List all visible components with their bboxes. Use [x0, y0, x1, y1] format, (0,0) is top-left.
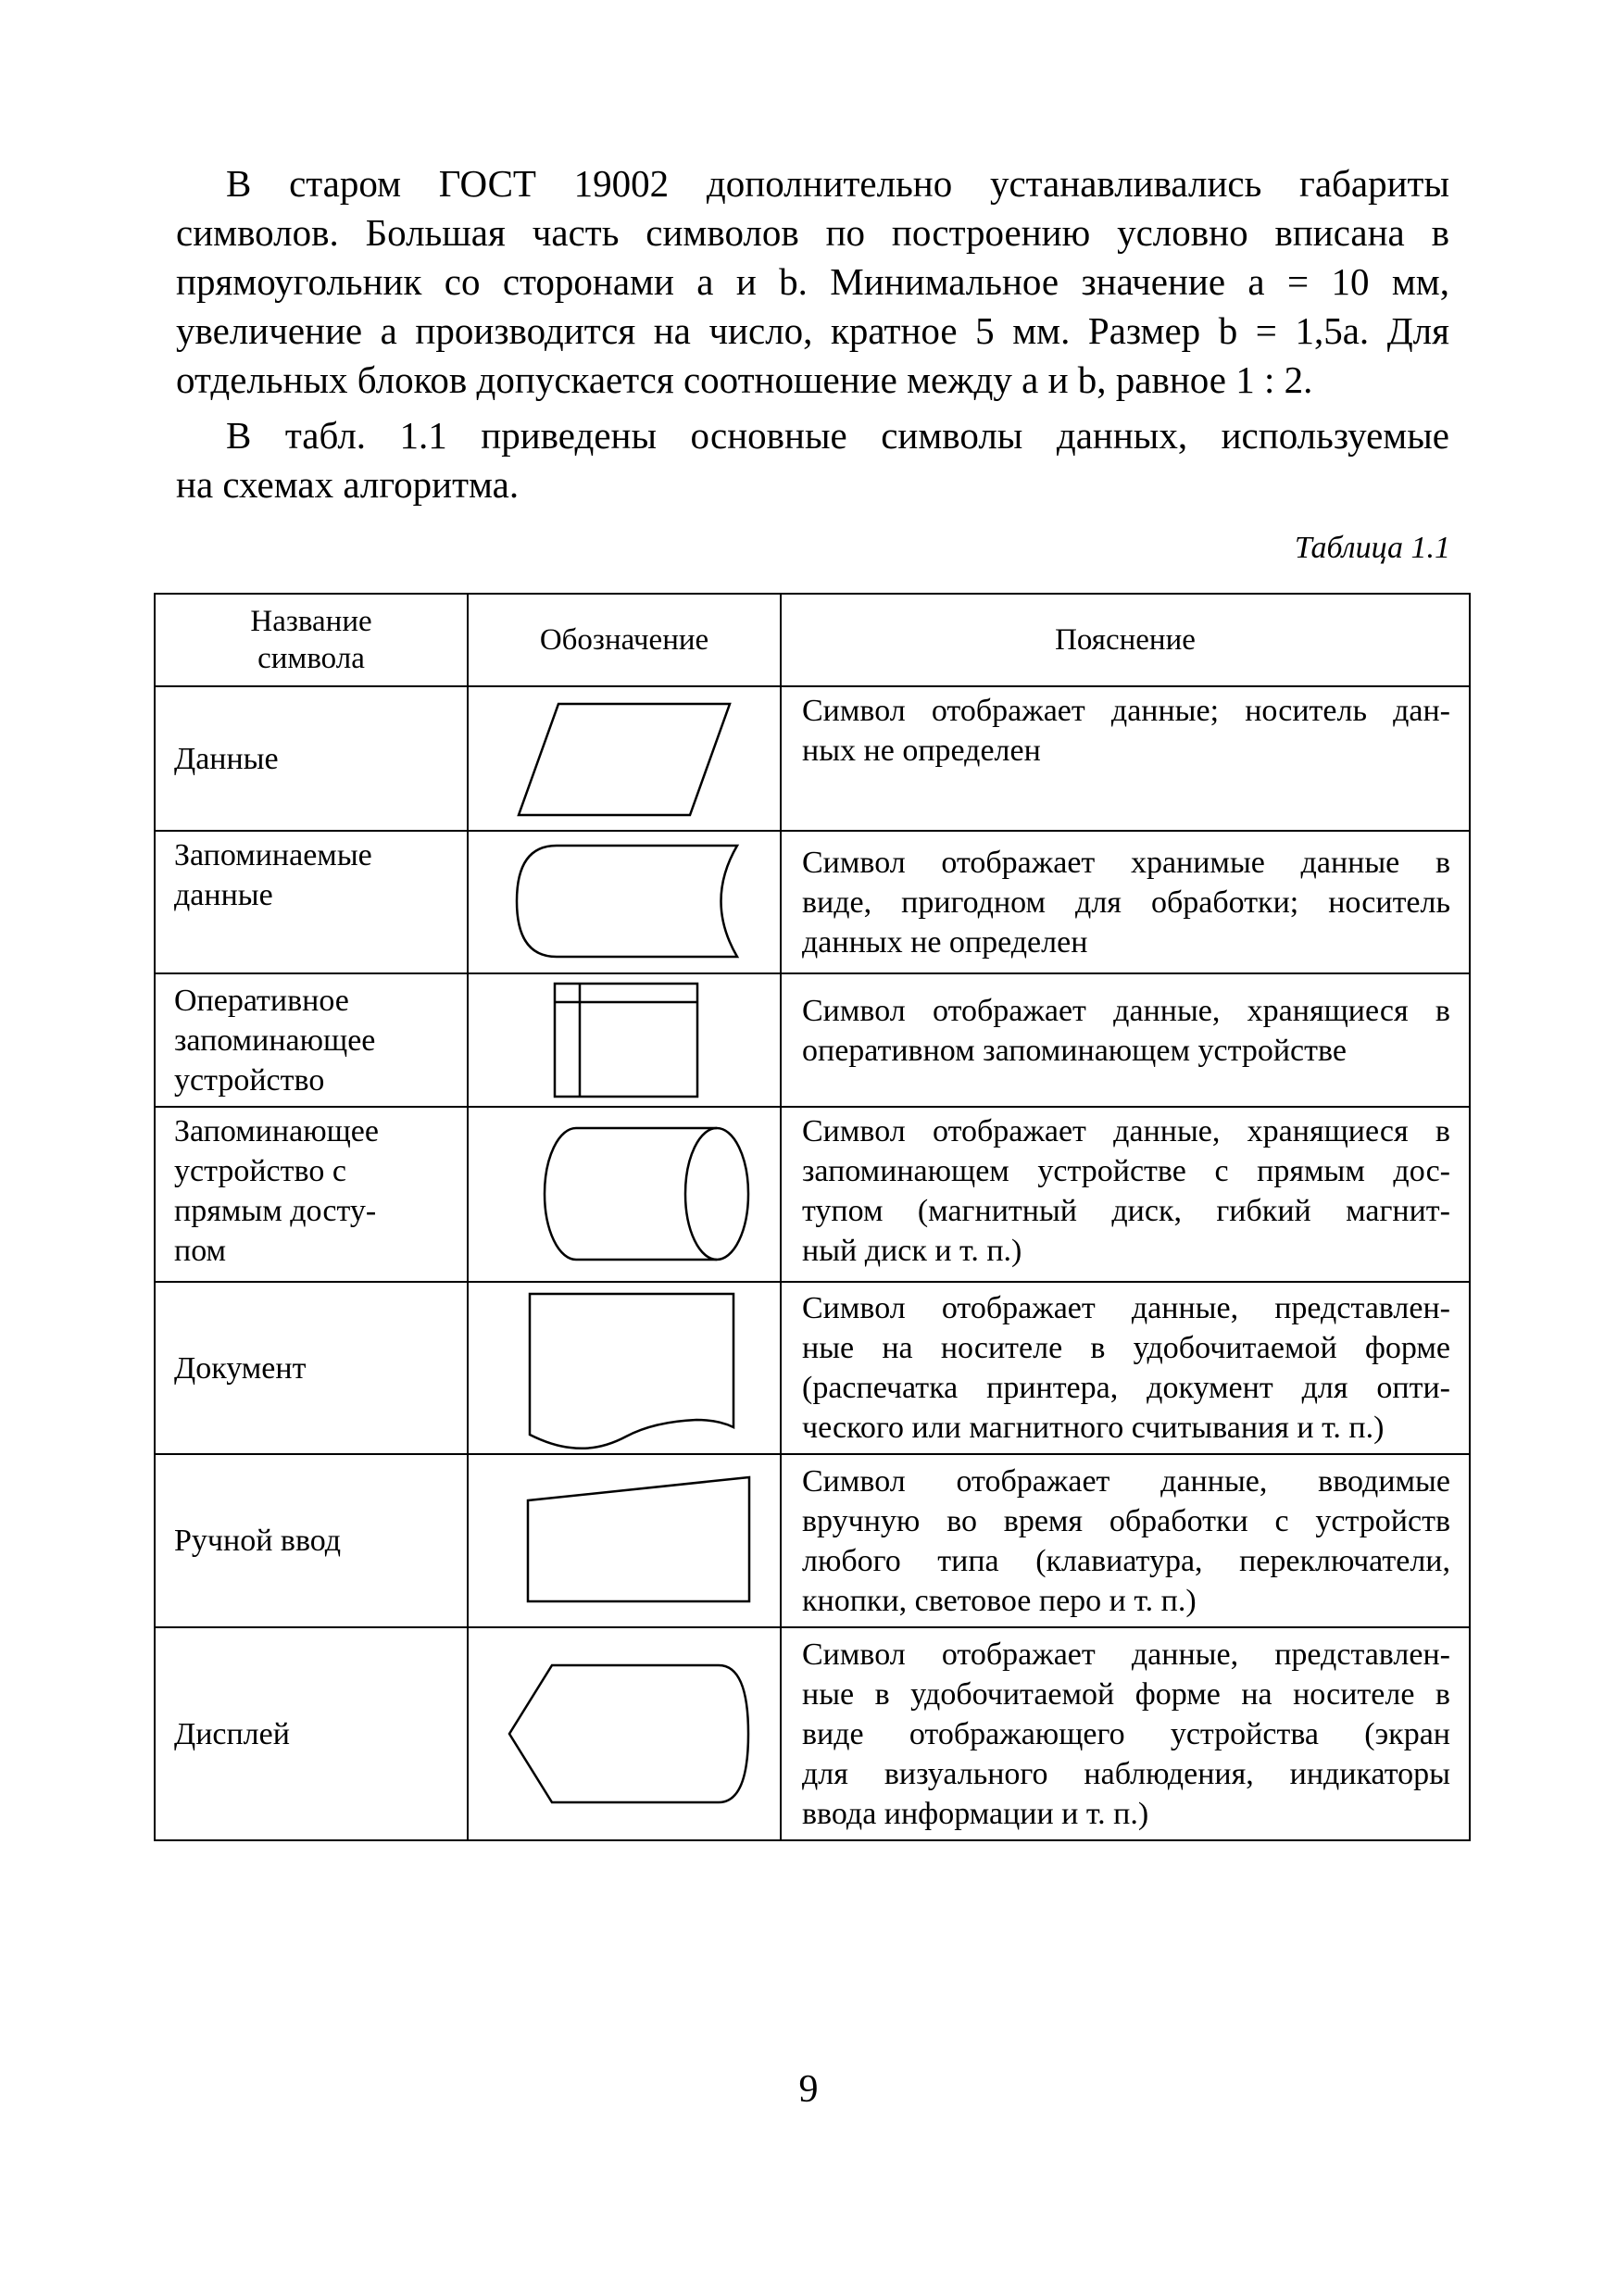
explanation-line: Символ отображает данные, представлен- [802, 1637, 1450, 1672]
row-explanation [781, 686, 1470, 831]
table-row [155, 831, 1470, 973]
explanation-line: Символ отображает данные, хранящиеся в [802, 994, 1450, 1028]
stored-data-icon [469, 832, 780, 972]
document-icon [469, 1283, 780, 1453]
row-name-line: данные [174, 878, 273, 912]
paragraph-line: отдельных блоков допускается соотношение между a и b, равное 1 : 2. [176, 358, 1313, 401]
row-name-line: устройство с [174, 1154, 346, 1188]
header-name [155, 594, 468, 686]
paragraph-line: на схемах алгоритма. [176, 463, 520, 506]
explanation-line: Символ отображает данные, вводимые [802, 1463, 1450, 1499]
explanation-line: Символ отображает хранимые данные в [802, 845, 1450, 880]
row-symbol [468, 1627, 781, 1840]
table-row [155, 1627, 1470, 1840]
table-header-row [155, 594, 1470, 686]
explanation-line: данных не определен [802, 924, 1088, 960]
row-explanation [781, 973, 1470, 1107]
explanation-line: ввода информации и т. п.) [802, 1796, 1149, 1831]
row-explanation [781, 1454, 1470, 1627]
row-explanation [781, 1627, 1470, 1840]
row-explanation [781, 1107, 1470, 1282]
paragraph-line: символов. Большая часть символов по построению условно вписана в [176, 211, 1449, 254]
explanation-line: любого типа (клавиатура, переключатели, [802, 1543, 1450, 1578]
row-explanation [781, 831, 1470, 973]
paragraph-line: увеличение a производится на число, кратное 5 мм. Размер b = 1,5a. Для [176, 309, 1449, 352]
header-name-line: Название [250, 605, 372, 638]
row-symbol [468, 1282, 781, 1454]
row-symbol [468, 686, 781, 831]
row-name-line: Дисплей [174, 1716, 290, 1751]
display-icon [469, 1628, 780, 1839]
row-name-line: пом [174, 1234, 227, 1268]
explanation-line: (распечатка принтера, документ для опти- [802, 1371, 1450, 1405]
manual-input-icon [469, 1455, 780, 1626]
direct-access-storage-icon [469, 1108, 780, 1281]
header-name-line: символа [257, 642, 365, 675]
internal-storage-icon [469, 974, 780, 1106]
row-name-line: Запоминаемые [174, 838, 372, 872]
row-symbol [468, 973, 781, 1107]
explanation-line: Символ отображает данные; носитель дан- [802, 694, 1450, 728]
explanation-line: Символ отображает данные, представлен- [802, 1291, 1450, 1325]
row-name-line: Запоминающее [174, 1114, 379, 1148]
row-name [155, 1454, 468, 1627]
row-explanation [781, 1282, 1470, 1454]
row-name [155, 686, 468, 831]
row-name-line: запоминающее [174, 1023, 376, 1058]
explanation-line: ные на носителе в удобочитаемой форме [802, 1331, 1450, 1365]
table-caption: Таблица 1.1 [1294, 531, 1450, 565]
row-name [155, 831, 468, 973]
row-name-line: Данные [174, 741, 279, 776]
explanation-line: вручную во время обработки с устройств [802, 1503, 1450, 1538]
row-name-line: прямым досту- [174, 1194, 377, 1228]
paragraph-table-intro [176, 411, 1449, 509]
explanation-line: ческого или магнитного считывания и т. п.) [802, 1411, 1385, 1445]
row-name-line: устройство [174, 1062, 325, 1098]
row-name [155, 1107, 468, 1282]
table-row [155, 1282, 1470, 1454]
row-name [155, 1627, 468, 1840]
row-name [155, 973, 468, 1107]
table-row [155, 1454, 1470, 1627]
symbols-table [154, 593, 1471, 1841]
paragraph-line: В табл. 1.1 приведены основные символы данных, используемые [226, 414, 1449, 457]
header-symbol: Обозначение [468, 594, 781, 686]
explanation-line: ный диск и т. п.) [802, 1234, 1022, 1268]
explanation-line: виде, пригодном для обработки; носитель [802, 885, 1450, 920]
parallelogram-data-icon [469, 687, 780, 830]
row-symbol [468, 1107, 781, 1282]
explanation-line: тупом (магнитный диск, гибкий магнит- [802, 1194, 1450, 1228]
row-name [155, 1282, 468, 1454]
table-row [155, 686, 1470, 831]
explanation-line: виде отображающего устройства (экран [802, 1716, 1450, 1751]
row-name-line: Документ [174, 1350, 307, 1386]
explanation-line: для визуального наблюдения, индикаторы [802, 1756, 1450, 1791]
explanation-line: Символ отображает данные, хранящиеся в [802, 1114, 1450, 1148]
table-row [155, 1107, 1470, 1282]
paragraph-intro [176, 159, 1449, 405]
explanation-line: запоминающем устройстве с прямым дос- [802, 1154, 1450, 1188]
page-number: 9 [798, 2068, 819, 2111]
paragraph-line: В старом ГОСТ 19002 дополнительно устанавливались габариты [226, 162, 1449, 205]
explanation-line: ных не определен [802, 734, 1041, 768]
header-explanation: Пояснение [781, 594, 1470, 686]
row-symbol [468, 831, 781, 973]
explanation-line: оперативном запоминающем устройстве [802, 1034, 1347, 1068]
paragraph-line: прямоугольник со сторонами a и b. Минимальное значение a = 10 мм, [176, 260, 1449, 303]
table-row [155, 973, 1470, 1107]
row-name-line: Ручной ввод [174, 1524, 342, 1558]
row-name-line: Оперативное [174, 983, 349, 1018]
explanation-line: кнопки, световое перо и т. п.) [802, 1583, 1197, 1618]
explanation-line: ные в удобочитаемой форме на носителе в [802, 1676, 1450, 1712]
row-symbol [468, 1454, 781, 1627]
